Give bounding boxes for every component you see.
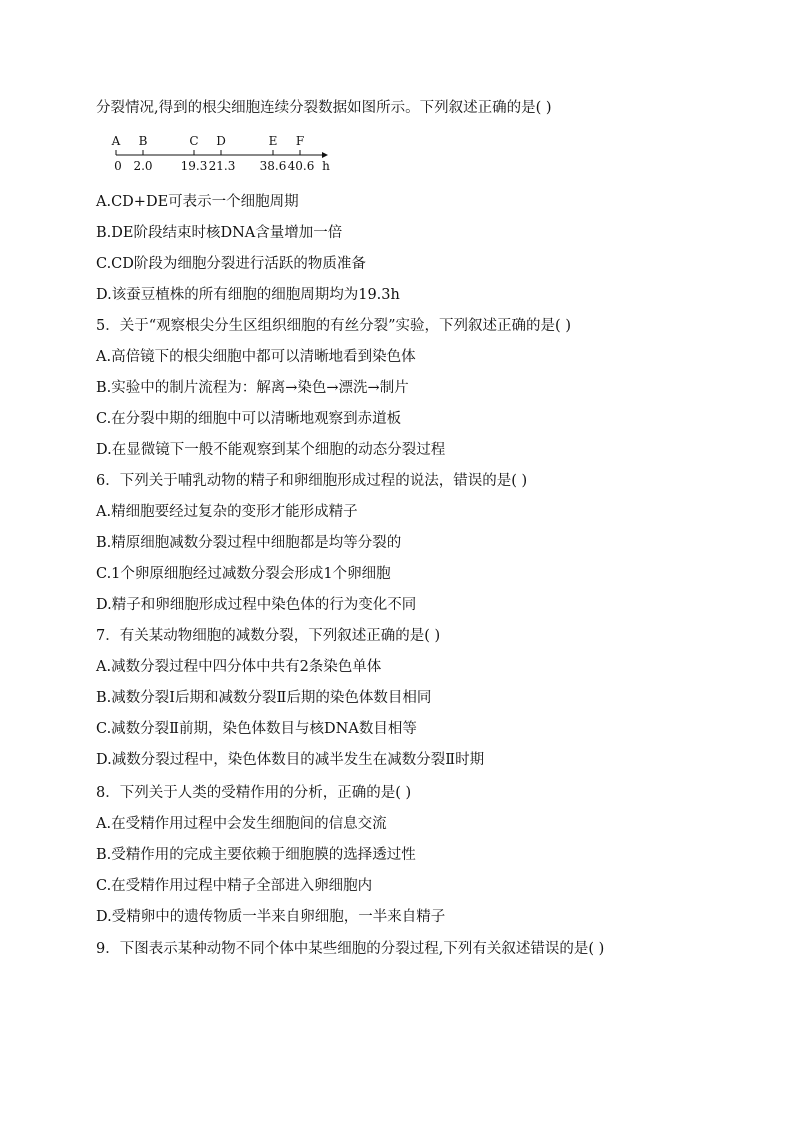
point-value-c: 19.3 xyxy=(180,159,208,173)
q8-option-d: D.受精卵中的遗传物质一半来自卵细胞，一半来自精子 xyxy=(96,909,446,925)
q7-option-c: C.减数分裂Ⅱ前期，染色体数目与核DNA数目相等 xyxy=(96,721,417,737)
point-label-e: E xyxy=(268,134,278,148)
point-label-c: C xyxy=(189,134,199,148)
q5-option-d: D.在显微镜下一般不能观察到某个细胞的动态分裂过程 xyxy=(96,442,446,458)
q8-option-a: A.在受精作用过程中会发生细胞间的信息交流 xyxy=(96,816,387,832)
point-label-f: F xyxy=(295,134,305,148)
q5-option-b: B.实验中的制片流程为：解离→染色→漂洗→制片 xyxy=(96,380,409,396)
q6-option-d: D.精子和卵细胞形成过程中染色体的行为变化不同 xyxy=(96,597,417,613)
question-7-stem: 7．有关某动物细胞的减数分裂，下列叙述正确的是( ) xyxy=(96,628,441,644)
question-6-stem: 6．下列关于哺乳动物的精子和卵细胞形成过程的说法，错误的是( ) xyxy=(96,473,528,489)
q7-option-a: A.减数分裂过程中四分体中共有2条染色单体 xyxy=(96,659,382,675)
timeline-unit: h xyxy=(322,159,330,173)
question-9-stem: 9．下图表示某种动物不同个体中某些细胞的分裂过程,下列有关叙述错误的是( ) xyxy=(96,941,605,957)
q6-option-c: C.1个卵原细胞经过减数分裂会形成1个卵细胞 xyxy=(96,566,391,582)
q5-option-c: C.在分裂中期的细胞中可以清晰地观察到赤道板 xyxy=(96,411,402,427)
point-value-a: 0 xyxy=(114,159,122,173)
q6-option-a: A.精细胞要经过复杂的变形才能形成精子 xyxy=(96,504,358,520)
q4-option-c: C.CD阶段为细胞分裂进行活跃的物质准备 xyxy=(96,256,366,272)
point-label-d: D xyxy=(216,134,226,148)
point-value-b: 2.0 xyxy=(133,159,153,173)
question-4-stem: 分裂情况,得到的根尖细胞连续分裂数据如图所示。下列叙述正确的是( ) xyxy=(96,100,552,116)
q4-option-a: A.CD+DE可表示一个细胞周期 xyxy=(96,194,299,210)
point-label-a: A xyxy=(111,134,121,148)
question-5-stem: 5．关于“观察根尖分生区组织细胞的有丝分裂”实验，下列叙述正确的是( ) xyxy=(96,318,571,334)
q4-option-b: B.DE阶段结束时核DNA含量增加一倍 xyxy=(96,225,343,241)
q6-option-b: B.精原细胞减数分裂过程中细胞都是均等分裂的 xyxy=(96,535,402,551)
question-8-stem: 8．下列关于人类的受精作用的分析，正确的是( ) xyxy=(96,785,412,801)
q8-option-b: B.受精作用的完成主要依赖于细胞膜的选择透过性 xyxy=(96,847,416,863)
timeline-arrow xyxy=(322,152,328,158)
q4-option-d: D.该蚕豆植株的所有细胞的细胞周期均为19.3h xyxy=(96,287,400,303)
cell-cycle-timeline xyxy=(110,128,340,178)
point-value-f: 40.6 xyxy=(287,159,315,173)
q7-option-d: D.减数分裂过程中，染色体数目的减半发生在减数分裂Ⅱ时期 xyxy=(96,752,485,768)
q8-option-c: C.在受精作用过程中精子全部进入卵细胞内 xyxy=(96,878,373,894)
point-value-e: 38.6 xyxy=(259,159,287,173)
q5-option-a: A.高倍镜下的根尖细胞中都可以清晰地看到染色体 xyxy=(96,349,416,365)
q7-option-b: B.减数分裂Ⅰ后期和减数分裂Ⅱ后期的染色体数目相同 xyxy=(96,690,432,706)
point-label-b: B xyxy=(138,134,148,148)
point-value-d: 21.3 xyxy=(208,159,236,173)
